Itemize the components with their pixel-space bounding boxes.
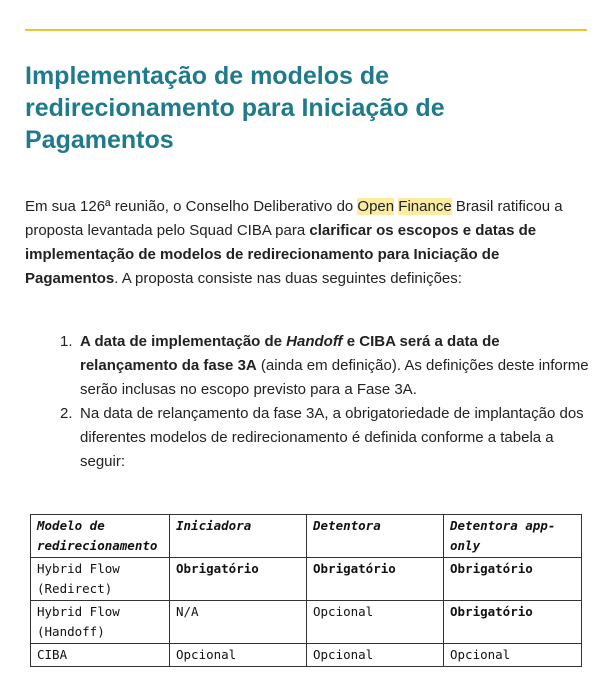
table-row <box>31 601 582 644</box>
table-cell: Hybrid Flow (Handoff) <box>31 601 170 644</box>
table-cell: Opcional <box>307 644 444 667</box>
table-cell: Obrigatório <box>307 558 444 601</box>
definitions-list <box>60 330 590 474</box>
table-header-row <box>31 515 582 558</box>
table-cell: Opcional <box>307 601 444 644</box>
table-cell: Opcional <box>444 644 582 667</box>
table-header: Detentora app-only <box>444 515 582 558</box>
requirements-table <box>30 514 582 667</box>
list-number: 2. <box>60 405 73 422</box>
table-cell: Obrigatório <box>444 601 582 644</box>
list-item <box>60 330 590 402</box>
intro-paragraph <box>25 195 590 291</box>
page-title: Implementação de modelos de redirecionamento para Iniciação de Pagamentos <box>25 62 445 154</box>
table-header: Modelo de redirecionamento <box>31 515 170 558</box>
highlight-finance: Finance <box>398 198 452 215</box>
intro-bold: clarificar os escopos e datas de implementação de modelos de redirecionamento para Iniciação de Pagamentos <box>25 222 537 287</box>
intro-text-3: . A proposta consiste nas duas seguintes definições: <box>114 270 462 287</box>
table-row <box>31 644 582 667</box>
table-cell: Opcional <box>170 644 307 667</box>
table-cell: CIBA <box>31 644 170 667</box>
list-item-bold-2: e CIBA será a data de relançamento da fase 3A <box>80 333 500 374</box>
intro-text-2: Brasil ratificou a proposta levantada pelo Squad CIBA para <box>25 198 563 239</box>
table-cell: Obrigatório <box>444 558 582 601</box>
list-item-text: Na data de relançamento da fase 3A, a obrigatoriedade de implantação dos diferentes modelos de redirecionamento é definida conforme a tabela a seguir: <box>80 405 584 470</box>
list-item-text: (ainda em definição). As definições deste informe serão inclusas no escopo previsto para a Fase 3A. <box>80 357 589 398</box>
table-row <box>31 558 582 601</box>
list-item-italic: Handoff <box>286 333 343 350</box>
table-cell: Hybrid Flow (Redirect) <box>31 558 170 601</box>
list-item-bold: A data de implementação de <box>80 333 287 350</box>
top-divider <box>25 29 587 31</box>
intro-text-1: Em sua 126ª reunião, o Conselho Deliberativo do <box>25 198 358 215</box>
list-item <box>60 402 590 474</box>
highlight-open: Open <box>357 198 395 215</box>
table-cell: N/A <box>170 601 307 644</box>
list-number: 1. <box>60 333 73 350</box>
table-header: Iniciadora <box>170 515 307 558</box>
table-header: Detentora <box>307 515 444 558</box>
table-cell: Obrigatório <box>170 558 307 601</box>
